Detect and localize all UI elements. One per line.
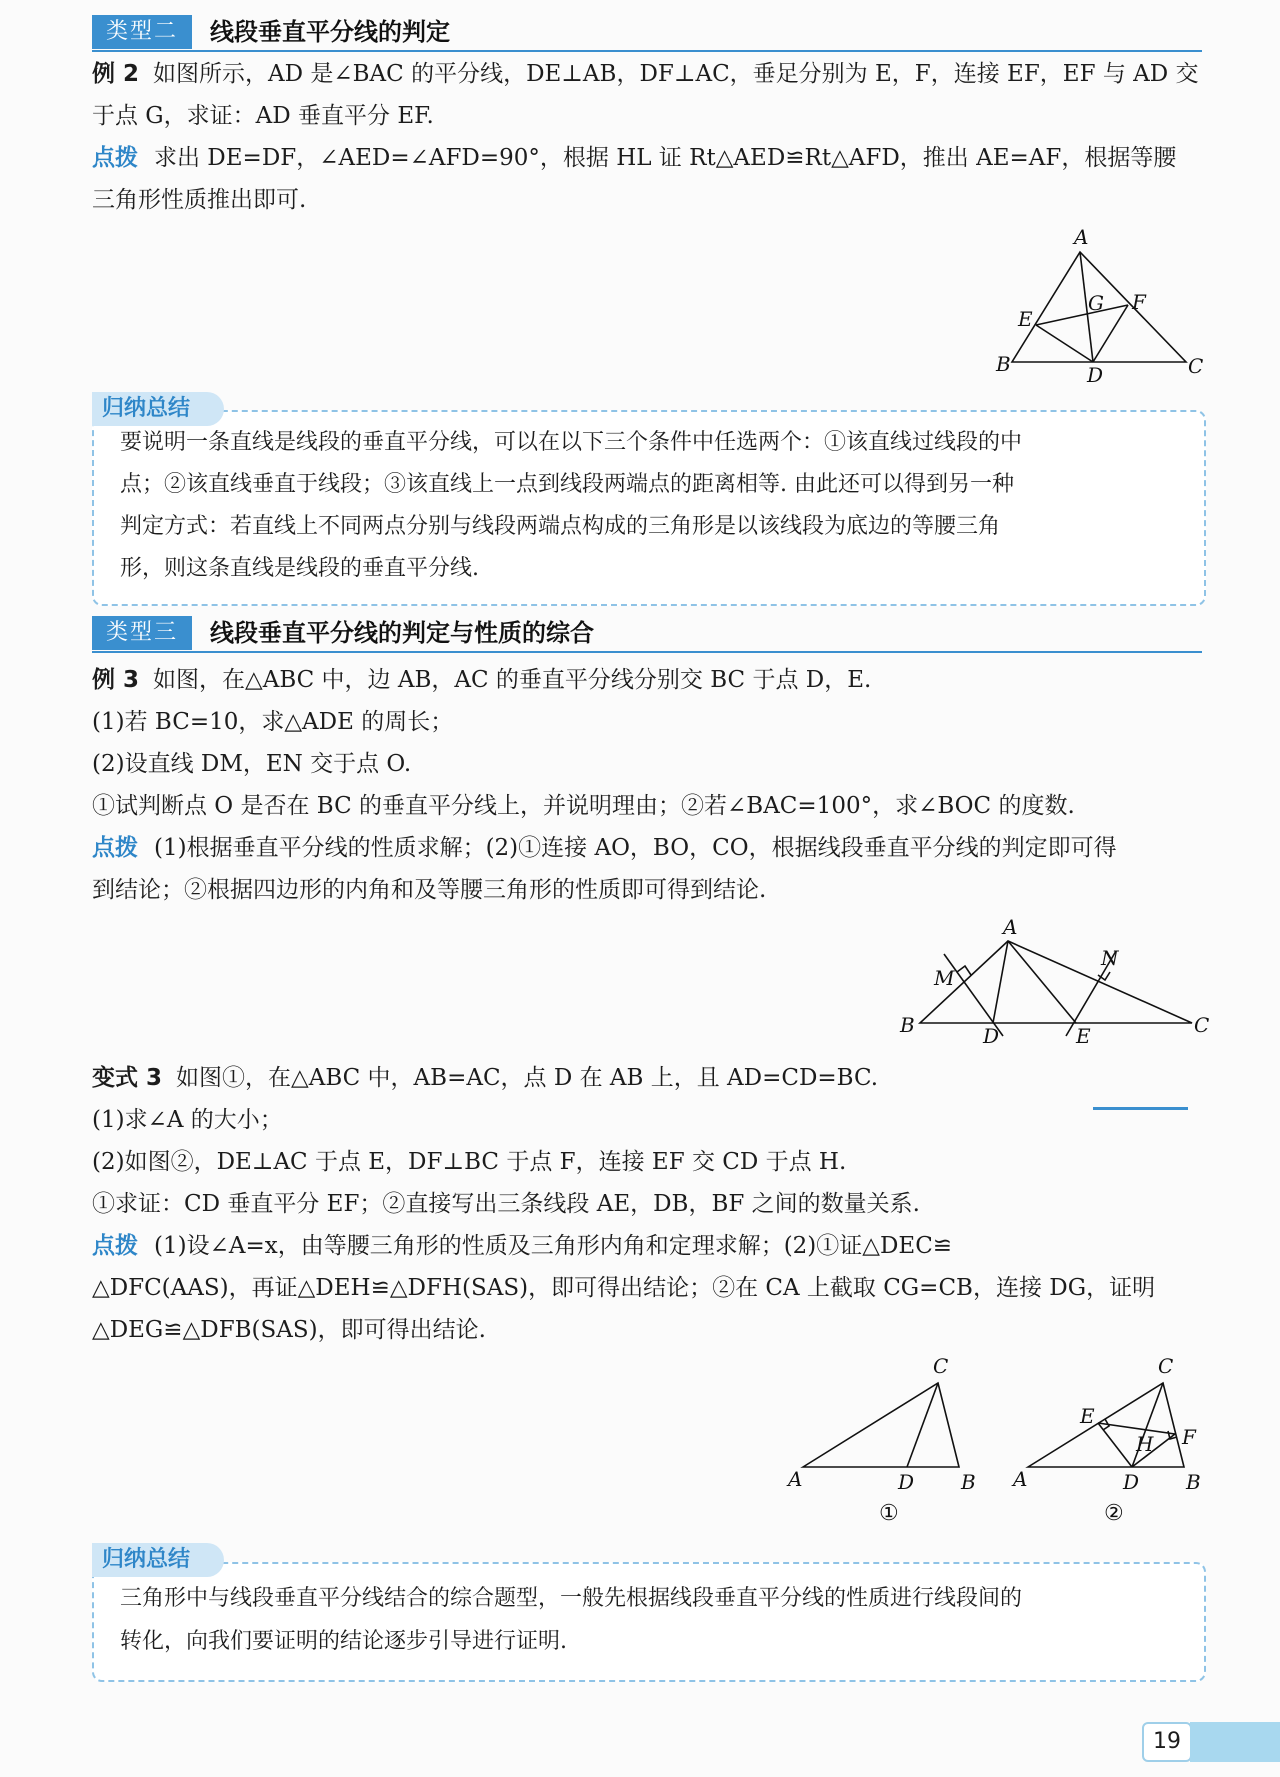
v1-label-c: C [933,1354,949,1378]
triangle-abc [803,1383,959,1467]
summary2-line2: 转化，向我们要证明的结论逐步引导进行证明. [120,1629,567,1654]
fig3-label-c: C [1194,1013,1210,1037]
variant3-hint-label: 点拨 [92,1233,138,1259]
example2-hint-text1: 求出 DE=DF，∠AED=∠AFD=90°，根据 HL 证 Rt△AED≌Rt△AFD，推出 AE=AF，根据等腰 [154,145,1177,171]
summary1-line3: 判定方式：若直线上不同两点分别与线段两端点构成的三角形是以该线段为底边的等腰三角 [120,514,1001,539]
v2-label-c: C [1158,1354,1174,1378]
variant3-line4: ①求证：CD 垂直平分 EF；②直接写出三条线段 AE，DB，BF 之间的数量关系. [92,1191,920,1217]
example2-line2: 于点 G，求证：AD 垂直平分 EF. [92,103,434,129]
v2-label-h: H [1136,1432,1154,1456]
variant3-line3: (2)如图②，DE⊥AC 于点 E，DF⊥BC 于点 F，连接 EF 交 CD 于点 H. [92,1149,847,1175]
fig3-label-a: A [1003,918,1018,939]
type2-title: 线段垂直平分线的判定 [210,18,450,46]
example2-figure [990,225,1210,385]
type2-rule [92,50,1202,52]
variant3-figure2 [1010,1352,1210,1527]
example3-line4: ①试判断点 O 是否在 BC 的垂直平分线上，并说明理由；②若∠BAC=100°，求∠BOC 的度数. [92,793,1075,819]
variant3-text1: 如图①，在△ABC 中，AB=AC，点 D 在 AB 上，且 AD=CD=BC. [176,1065,879,1091]
fig2-label-g: G [1088,291,1104,315]
type2-tag: 类型二 [92,15,192,49]
v1-label-a: A [788,1467,803,1491]
page-corner-band [1190,1722,1280,1762]
summary1-line4: 形，则这条直线是线段的垂直平分线. [120,556,479,581]
summary2-box [92,1562,1206,1682]
type3-rule [92,651,1202,653]
v1-label-d: D [898,1470,915,1494]
variant3-hint-line3: △DEG≌△DFB(SAS)，即可得出结论. [92,1317,486,1343]
variant3-label: 变式 3 [92,1065,163,1091]
triangle-abc [920,941,1192,1023]
type2-header [92,15,1202,51]
fig2-label-e: E [1018,307,1033,331]
v2-label-b: B [1186,1470,1201,1494]
fig3-label-b: B [900,1013,915,1037]
v2-label-a: A [1013,1467,1028,1491]
fig2-label-c: C [1188,354,1204,378]
type3-tag: 类型三 [92,616,192,650]
variant3-hint-line1 [92,1230,1207,1262]
triangle-abc [1028,1383,1184,1467]
v2-label-f: F [1182,1425,1196,1449]
example2-hint-line2: 三角形性质推出即可. [92,187,307,213]
example3-text1: 如图，在△ABC 中，边 AB，AC 的垂直平分线分别交 BC 于点 D，E. [153,667,872,693]
example3-line1 [92,664,1207,696]
example3-line2: (1)若 BC=10，求△ADE 的周长； [92,709,454,735]
type3-title: 线段垂直平分线的判定与性质的综合 [210,619,594,647]
example2-hint-line1 [92,142,1207,174]
v2-label-d: D [1123,1470,1140,1494]
fig2-label-f: F [1132,290,1146,314]
example3-hint-label: 点拨 [92,835,138,861]
variant3-line1 [92,1062,1207,1094]
example2-text1: 如图所示，AD 是∠BAC 的平分线，DE⊥AB，DF⊥AC，垂足分别为 E，F，连接 EF，EF 与 AD 交 [153,61,1199,87]
fig2-label-b: B [996,352,1011,376]
example2-label: 例 2 [92,61,140,87]
fig3-label-n: N [1101,946,1119,970]
example3-figure [890,918,1210,1053]
example3-line3: (2)设直线 DM，EN 交于点 O. [92,751,412,777]
fig2-label-a: A [1074,225,1089,249]
summary2-tag: 归纳总结 [92,1543,224,1577]
page-number: 19 [1142,1722,1192,1762]
fig3-label-d: D [983,1024,1000,1048]
summary1-line2: 点；②该直线垂直于线段；③该直线上一点到线段两端点的距离相等. 由此还可以得到另一种 [120,472,1014,497]
segment-cd [907,1383,938,1467]
example3-label: 例 3 [92,667,140,693]
summary1-line1: 要说明一条直线是线段的垂直平分线，可以在以下三个条件中任选两个：①该直线过线段的中 [120,430,1023,455]
type3-header [92,616,1202,652]
segment-de [1036,325,1093,362]
example2-hint-label: 点拨 [92,145,138,171]
summary2-line1: 三角形中与线段垂直平分线结合的综合题型，一般先根据线段垂直平分线的性质进行线段间的 [120,1586,1023,1611]
example3-hint-text1: (1)根据垂直平分线的性质求解；(2)①连接 AO，BO，CO，根据线段垂直平分线的判定即可得 [154,835,1117,861]
example3-hint-line2: 到结论；②根据四边形的内角和及等腰三角形的性质即可得到结论. [92,877,767,903]
example3-hint-line1 [92,832,1207,864]
segment-ef [1036,305,1128,325]
fig2-label-d: D [1087,363,1104,385]
v1-caption: ① [879,1501,899,1526]
v1-label-b: B [961,1470,976,1494]
v2-label-e: E [1080,1404,1095,1428]
segment-ae [1008,941,1076,1023]
summary1-tag: 归纳总结 [92,392,224,426]
fig3-label-m: M [934,966,955,990]
variant3-hint-text1: (1)设∠A=x，由等腰三角形的性质及三角形内角和定理求解；(2)①证△DEC≌ [154,1233,953,1259]
variant3-hint-line2: △DFC(AAS)，再证△DEH≌△DFH(SAS)，即可得出结论；②在 CA 上截取 CG=CB，连接 DG，证明 [92,1275,1156,1301]
fig3-label-e: E [1076,1024,1091,1048]
example2-line1 [92,58,1207,90]
variant3-figure1 [785,1352,985,1527]
v2-caption: ② [1104,1501,1124,1526]
variant3-line2: (1)求∠A 的大小； [92,1107,283,1133]
